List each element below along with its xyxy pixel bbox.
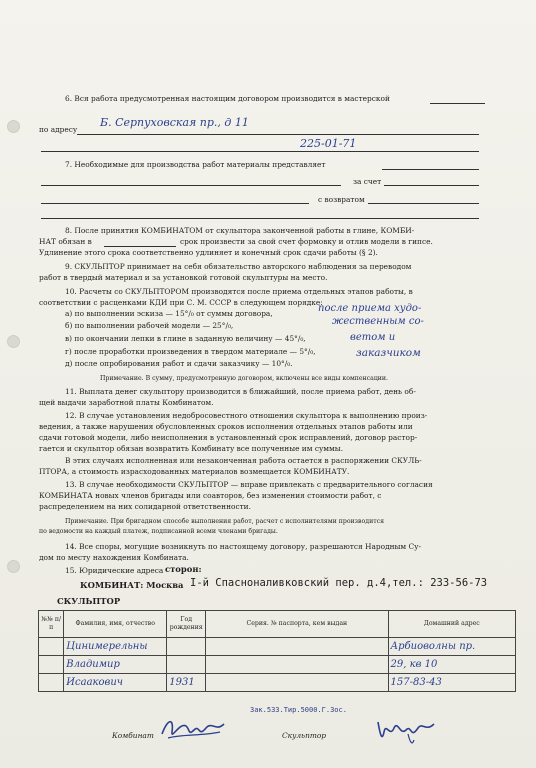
punch-hole: [7, 560, 20, 573]
sculptor-address-label: СКУЛЬПТОР: [57, 596, 121, 606]
clause-10-a: а) по выполнении эскиза — 15°/₀ от суммы договора,: [65, 309, 273, 318]
sculptor-signature-label: Скульптор: [282, 731, 327, 740]
table-row: [39, 656, 516, 674]
column-header: Домашний адрес: [388, 611, 515, 638]
clause-10-e: д) после опробирования работ и сдачи заказчику — 10°/₀.: [65, 359, 293, 368]
kombinat-signature-icon: [158, 712, 230, 744]
column-header: Серия. № паспорта, кем выдан: [206, 611, 388, 638]
passport: [206, 638, 388, 656]
row-number: [39, 656, 64, 674]
clause-12-line-3: сдачи готовой модели, либо неисполнения в установленный срок исправлений, договор растор-: [39, 433, 418, 442]
clause-13-line-2: КОМБИНАТА новых членов бригады или соавторов, без изменения стоимости работ, с: [39, 491, 382, 500]
clause-15-title-typed: сторон:: [165, 564, 202, 574]
print-order-stamp: Зак.533.Тир.5000.Г.Зос.: [250, 706, 347, 714]
payment-condition-4: заказчиком: [356, 347, 421, 359]
clause-11-line-1: 11. Выплата денег скульптору производится в ближайший, после приема работ, день об-: [65, 387, 416, 396]
patronymic: Исаакович: [66, 677, 123, 688]
clause-8-line-3: Удлинение этого срока соответственно удлиняет и конечный срок сдачи работы (§ 2).: [39, 248, 378, 257]
table-header-row: [39, 611, 516, 638]
blank-line: [382, 169, 479, 170]
column-header: Год рождения: [167, 611, 206, 638]
column-header: Фамилия, имя, отчество: [64, 611, 167, 638]
workshop-address: Б. Серпуховская пр., д 11: [100, 116, 249, 129]
address-cell: [388, 656, 515, 674]
name-cell: [64, 674, 167, 692]
kombinat-address: I-й Спасноналивковский пер. д.4,тел.: 233-56-73: [190, 577, 488, 589]
blank-line: [384, 185, 479, 186]
clause-9-line-2: работ в твердый материал и за установкой готовой скульптуры на место.: [39, 273, 328, 282]
clause-10-c: в) по окончании лепки в глине в заданную величину — 45°/₀,: [65, 334, 306, 343]
birth-year: 1931: [169, 677, 195, 688]
clause-13-line-1: 13. В случае необходимости СКУЛЬПТОР — вправе привлекать с предварительного согласия: [65, 480, 433, 489]
passport: [206, 656, 388, 674]
clause-10-d: г) после проработки произведения в твердом материале — 5°/₀,: [65, 347, 316, 356]
blank-line: [430, 103, 485, 104]
sculptor-persons-table: [38, 610, 516, 692]
first-name: Владимир: [66, 659, 120, 670]
clause-10-line-2: соответствии с расценками КДИ при С. М. СССР в следующем порядке:: [39, 298, 323, 307]
blank-line: [41, 218, 479, 219]
blank-line: [77, 134, 479, 135]
name-cell: [64, 638, 167, 656]
clause-14-line-1: 14. Все споры, могущие возникнуть по настоящему договору, разрешаются Народным Су-: [65, 542, 422, 551]
table-row: [39, 638, 516, 656]
clause-8-line-2b: срок произвести за свой счет формовку и отлив модели в гипсе.: [180, 237, 433, 246]
birth-year: [167, 638, 206, 656]
punch-hole: [7, 120, 20, 133]
name-cell: [64, 656, 167, 674]
clause-12-line-4: гается и скульптор обязан возвратить Комбинату все полученные им суммы.: [39, 444, 344, 453]
blank-line: [368, 203, 479, 204]
clause-10-b: б) по выполнении рабочей модели — 25°/₀,: [65, 321, 234, 330]
home-address-street: Арбиоволны пр.: [390, 641, 476, 652]
kombinat-signature-label: Комбинат: [112, 731, 154, 740]
clause-11-line-2: щей выдачи заработной платы Комбинатом.: [39, 398, 214, 407]
birth-year-cell: [167, 674, 206, 692]
clause-12-line-2: ведения, а также нарушения обусловленных сроков исполнения отдельных этапов работы или: [39, 422, 413, 431]
column-header: №№ п/п: [39, 611, 64, 638]
passport: [206, 674, 388, 692]
workshop-phone: 225-01-71: [300, 137, 357, 150]
clause-13-line-3: распределением на них солидарной ответственности.: [39, 502, 251, 511]
kombinat-address-label: КОМБИНАТ: Москва: [80, 580, 184, 590]
clause-7-text: 7. Необходимые для производства работ материалы представляет: [65, 160, 326, 169]
row-number: [39, 638, 64, 656]
return-label: с возвратом: [318, 195, 365, 204]
surname: Цинимерельны: [66, 641, 148, 652]
clause-12-line-6: ПТОРА, а стоимость израсходованных материалов возмещается КОМБИНАТУ.: [39, 467, 350, 476]
birth-year: [167, 656, 206, 674]
home-phone: 157-83-43: [390, 677, 442, 688]
blank-line: [41, 185, 341, 186]
blank-line: [41, 151, 479, 152]
row-number: [39, 674, 64, 692]
clause-15-title: 15. Юридические адреса: [65, 566, 164, 575]
clause-13-note-1: Примечание. При бригадном способе выполнения работ, расчет с исполнителями производится: [65, 518, 384, 525]
address-label: по адресу: [39, 125, 78, 134]
table-row: [39, 674, 516, 692]
clause-13-note-2: по ведомости на каждый платеж, подписанной всеми членами бригады.: [39, 528, 278, 535]
home-address-apartment: 29, кв 10: [390, 659, 438, 670]
clause-10-note: Примечание. В сумму, предусмотренную договором, включены все виды компенсации.: [100, 375, 389, 382]
clause-8-line-2a: НАТ обязан в: [39, 237, 92, 246]
payment-condition-2: жественным со-: [332, 316, 424, 327]
clause-10-line-1: 10. Расчеты со СКУЛЬПТОРОМ производятся после приема отдельных этапов работы, в: [65, 287, 413, 296]
address-cell: [388, 674, 515, 692]
clause-12-line-5: В этих случаях исполненная или незаконченная работа остается в распоряжении СКУЛЬ-: [65, 456, 422, 465]
sculptor-signature-icon: [372, 714, 442, 748]
clause-6-text: 6. Вся работа предусмотренная настоящим договором производится в мастерской: [65, 94, 390, 103]
payment-condition-3: ветом и: [350, 332, 396, 343]
address-cell: [388, 638, 515, 656]
clause-9-line-1: 9. СКУЛЬПТОР принимает на себя обязательство авторского наблюдения за переводом: [65, 262, 412, 271]
payment-condition-1: после приема худо-: [318, 303, 422, 314]
account-label: за счет: [353, 177, 382, 186]
blank-line: [104, 246, 176, 247]
blank-line: [41, 203, 309, 204]
clause-12-line-1: 12. В случае установления недобросовестного отношения скульптора к выполнению произ-: [65, 411, 428, 420]
clause-8-line-1: 8. После принятия КОМБИНАТОМ от скульптора законченной работы в глине, КОМБИ-: [65, 226, 415, 235]
clause-14-line-2: дом по месту нахождения Комбината.: [39, 553, 189, 562]
punch-hole: [7, 335, 20, 348]
